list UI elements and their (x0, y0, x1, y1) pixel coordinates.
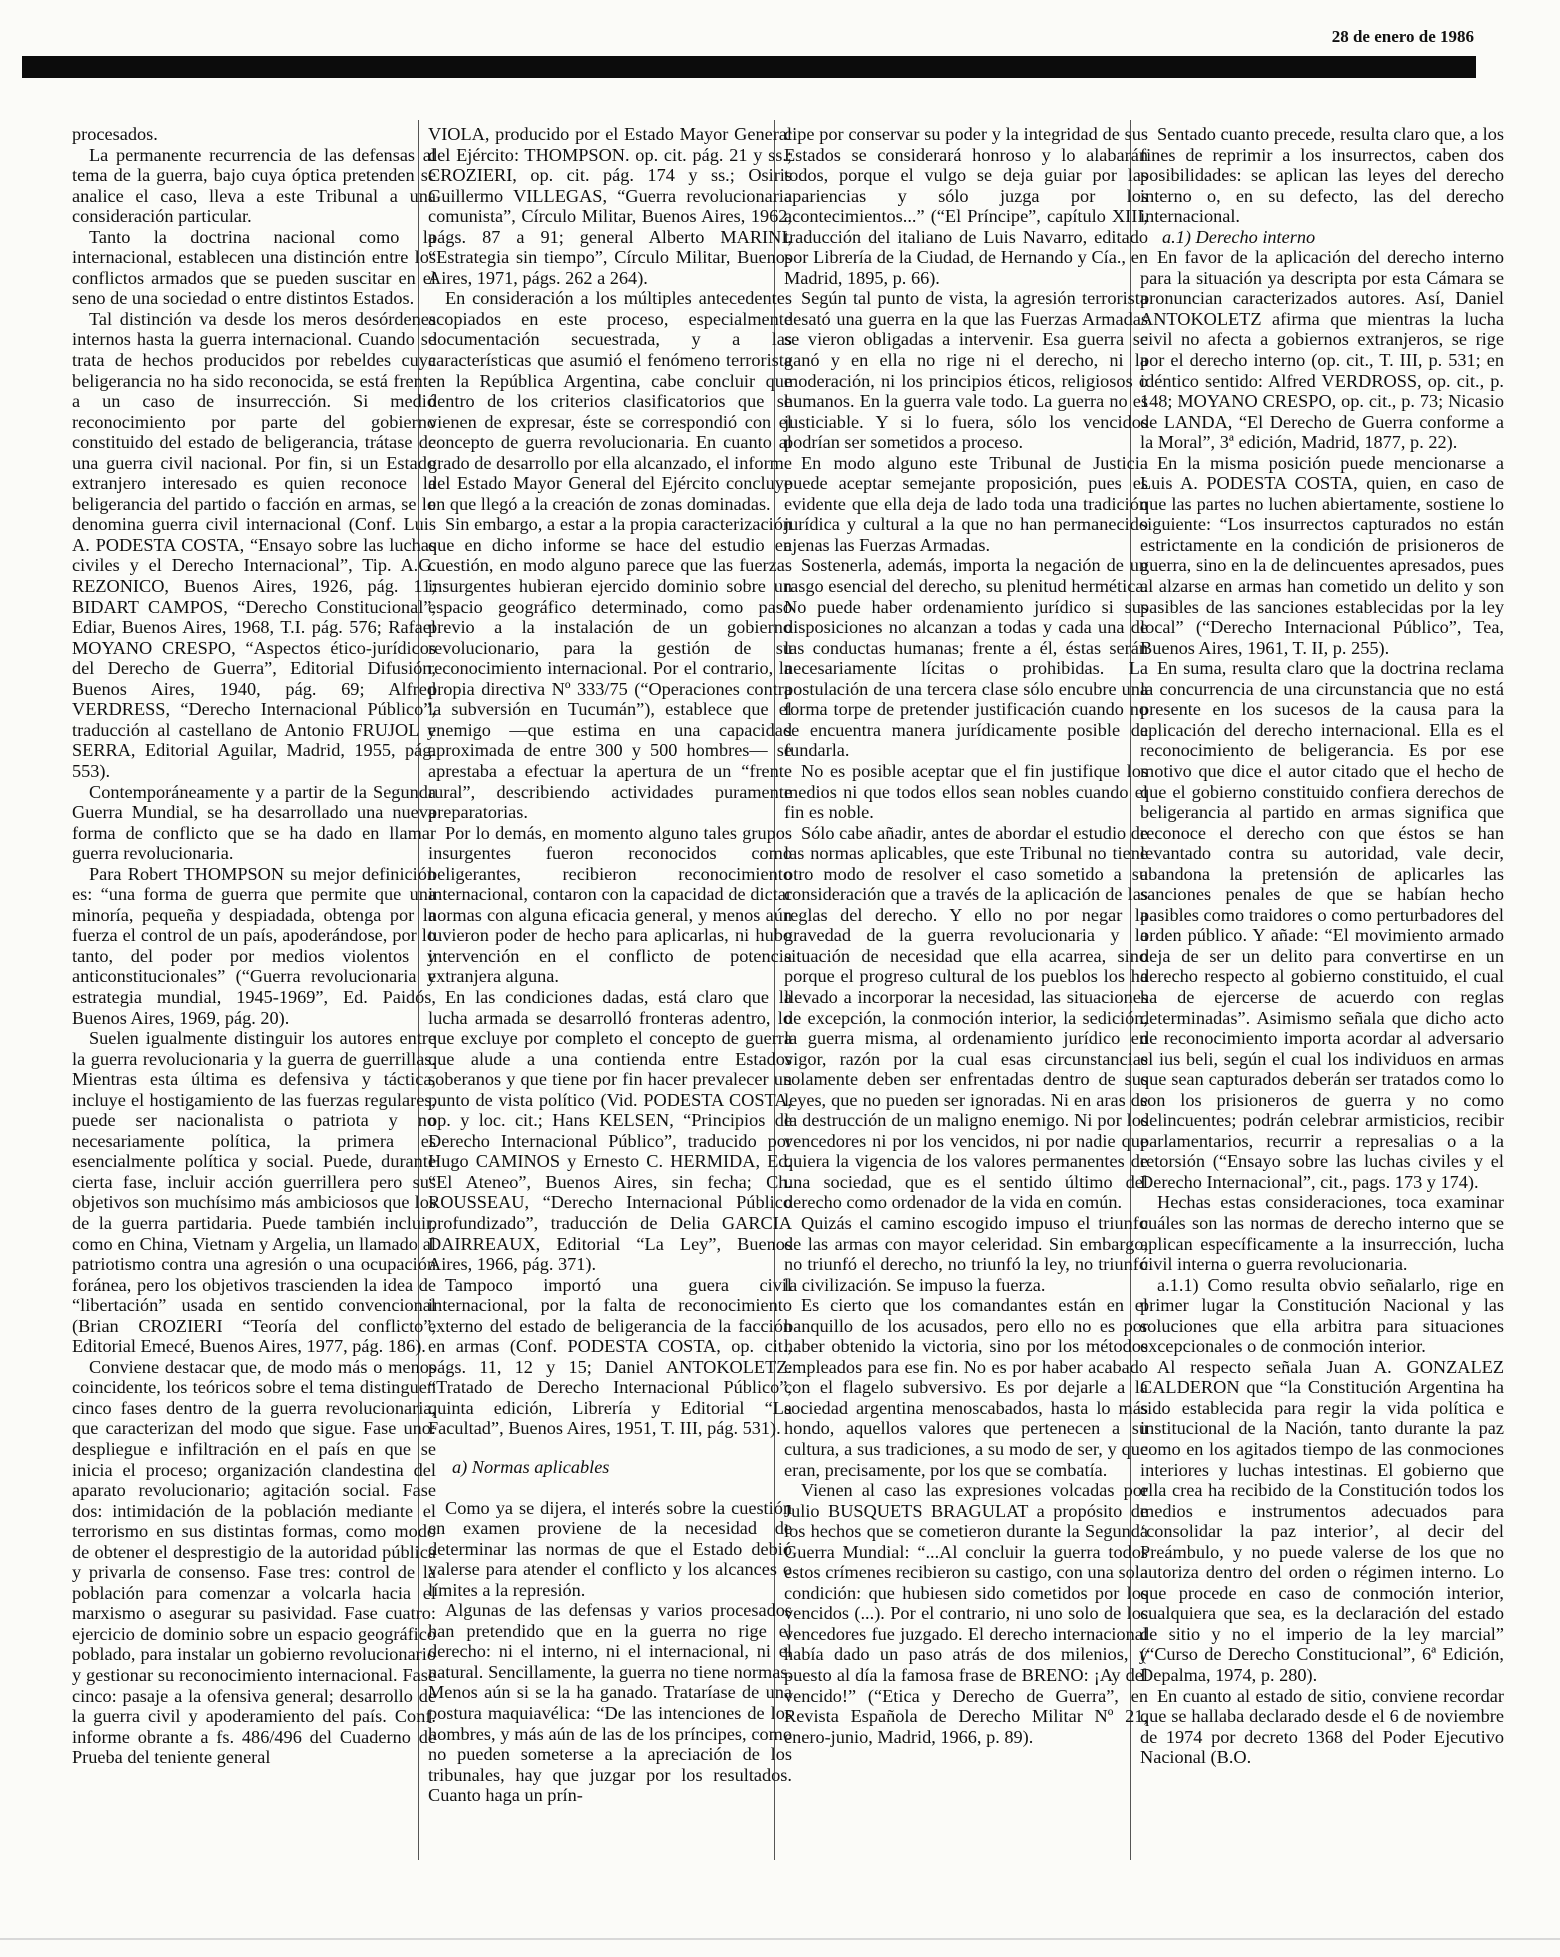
paragraph: En suma, resulta claro que la doctrina reclama la concurrencia de una circunstancia que no está presente en los sucesos de la causa para la aplicación del derecho internacional. Ella es el reconocimiento de beligerancia. Es por ese motivo que dice el autor citado que el hecho de que el gobierno constituido confiera derechos de beligerancia al partido en armas significa que reconoce el derecho con que éstos se han levantado contra su autoridad, vale decir, abandona la pretensión de aplicarles las sanciones penales de que se habían hecho pasibles como traidores o como perturbadores del orden público. Y añade: “El movimiento armado deja de ser un delito para convertirse en un derecho respecto al gobierno constituido, el cual ha de ejercerse de acuerdo con reglas determinadas”. Asimismo señala que dicho acto de reconocimiento importa acordar al adversario el ius beli, según el cual los individuos en armas que sean capturados deberán ser tratados como lo son los prisioneros de guerra y no como delincuentes; podrán celebrar armisticios, recibir parlamentarios, recurrir a represalias o a la retorsión (“Ensayo sobre las luchas civiles y el Derecho Internacional”, cit., pags. 173 y 174). (1140, 658, 1504, 1192)
text-column-4 (1140, 124, 1504, 1768)
subsection-heading: a.1) Derecho interno (1162, 226, 1316, 247)
paragraph: Como ya se dijera, el interés sobre la cuestión en examen proviene de la necesidad de determinar las normas de que el Estado debió valerse para atender el conflicto y los alcances o límites a la represión. (428, 1497, 792, 1600)
section-heading: a) Normas aplicables (452, 1457, 610, 1477)
paragraph: Tampoco importó una guera civil internacional, por la falta de reconocimiento externo del estado de beligerancia de la facción en armas (Conf. PODESTA COSTA, op. cit., págs. 11, 12 y 15; Daniel ANTOKOLETZ. “Tratado de Derecho Internacional Público”, quinta edición, Librería y Editorial “La Facultad”, Buenos Aires, 1951, T. III, pág. 531). (428, 1274, 792, 1439)
paragraph: VIOLA, producido por el Estado Mayor General del Ejército: THOMPSON. op. cit. pág. 21 y ss.; CROZIERI, op. cit. pág. 174 y ss.; Osiris Guillermo VILLEGAS, “Guerra revolucionaria comunista”, Círculo Militar, Buenos Aires, 1962, págs. 87 a 91; general Alberto MARINI, “Estrategia sin tiempo”, Círculo Militar, Buenos Aires, 1971, págs. 262 a 264). (428, 124, 792, 288)
paragraph: En cuanto al estado de sitio, conviene recordar que se hallaba declarado desde el 6 de noviembre de 1974 por decreto 1368 del Poder Ejecutivo Nacional (B.O. (1140, 1685, 1504, 1768)
paragraph: Según tal punto de vista, la agresión terrorista desató una guerra en la que las Fuerzas Armadas se vieron obligadas a intervenir. Esa guerra se ganó y en ella no rige ni el derecho, ni la moderación, ni los principios éticos, religiosos o humanos. En la guerra vale todo. La guerra no es justiciable. Y si lo fuera, sólo los vencidos podrían ser sometidos a proceso. (784, 288, 1148, 453)
text-column-2 (428, 124, 792, 1806)
paragraph: cipe por conservar su poder y la integridad de sus Estados se considerará honroso y lo alabarán todos, porque el vulgo se deja guiar por las apariencias y sólo juzga por los acontecimientos...” (“El Príncipe”, capítulo XIII, traducción del italiano de Luis Navarro, editado por Librería de la Ciudad, de Hernando y Cía., en Madrid, 1895, p. 66). (784, 124, 1148, 288)
paragraph: En las condiciones dadas, está claro que la lucha armada se desarrolló fronteras adentro, lo que excluye por completo el concepto de guerra que alude a una contienda entre Estados soberanos y que tiene por fin hacer prevalecer un punto de vista político (Vid. PODESTA COSTA, op. y loc. cit.; Hans KELSEN, “Principios de Derecho Internacional Público”, traducido por Hugo CAMINOS y Ernesto C. HERMIDA, Ed. “El Ateneo”, Buenos Aires, sin fecha; Ch. ROUSSEAU, “Derecho Internacional Público profundizado”, traducción de Delia GARCIA DAIRREAUX, Editorial “La Ley”, Buenos Aires, 1966, pág. 371). (428, 986, 792, 1275)
paragraph: Sentado cuanto precede, resulta claro que, a los fines de reprimir a los insurrectos, caben dos posibilidades: se aplican las leyes del derecho interno o, en su defecto, las del derecho internacional. (1140, 124, 1504, 227)
paragraph: Por lo demás, en momento alguno tales grupos insurgentes fueron reconocidos como beligerantes, recibieron reconocimiento internacional, contaron con la capacidad de dictar normas con alguna eficacia general, y menos aún tuvieron poder de hecho para aplicarlas, ni hubo intervención en el conflicto de potencia extranjera alguna. (428, 822, 792, 987)
paragraph: Tal distinción va desde los meros desórdenes internos hasta la guerra internacional. Cuando se trata de hechos producidos por rebeldes cuya beligerancia no ha sido reconocida, se está frente a un caso de insurrección. Si medió reconocimiento por parte del gobierno constituido del estado de beligerancia, trátase de una guerra civil nacional. Por fin, si un Estado extranjero interesado es quien reconoce la beligerancia del partido o facción en armas, se lo denomina guerra civil internacional (Conf. Luis A. PODESTA COSTA, “Ensayo sobre las luchas civiles y el Derecho Internacional”, Tip. A.G. REZONICO, Buenos Aires, 1926, pág. 11; BIDART CAMPOS, “Derecho Constitucional”, Ediar, Buenos Aires, 1968, T.I. pág. 576; Rafael MOYANO CRESPO, “Aspectos ético-jurídicos del Derecho de Guerra”, Editorial Difusión, Buenos Aires, 1940, pág. 69; Alfred VERDRESS, “Derecho Internacional Público”, traducción al castellano de Antonio FRUJOL y SERRA, Editorial Aguilar, Madrid, 1955, pág. 553). (72, 308, 436, 781)
paragraph: Algunas de las defensas y varios procesados han pretendido que en la guerra no rige el derecho: ni el interno, ni el internacional, ni el natural. Sencillamente, la guerra no tiene normas. Menos aún si se la ha ganado. Trataríase de una postura maquiavélica: “De las intenciones de los hombres, y más aún de las de los príncipes, como no pueden someterse a la apreciación de los tribunales, hay que juzgar por los resultados. Cuanto haga un prín- (428, 1600, 792, 1806)
paragraph: Sólo cabe añadir, antes de abordar el estudio de las normas aplicables, que este Tribunal no tiene otro modo de resolver el caso sometido a su consideración que a través de la aplicación de las reglas del derecho. Y ello no por negar la gravedad de la guerra revolucionaria y la situación de necesidad que ella acarrea, sino porque el progreso cultural de los pueblos los ha llevado a incorporar la necesidad, las situaciones de excepción, la conmoción interior, la sedición, la guerra misma, al ordenamiento jurídico en vigor, razón por la cual esas circunstancias solamente deben ser enfrentadas dentro de sus leyes, que no pueden ser ignoradas. Ni en aras de la destrucción de un maligno enemigo. Ni por los vencedores ni por los vencidos, ni por nadie que quiera la vigencia de los valores permanentes de una sociedad, que es el sentido último del derecho como ordenador de la vida en común. (784, 822, 1148, 1213)
paragraph: Vienen al caso las expresiones volcadas por Julio BUSQUETS BRAGULAT a propósito de los hechos que se cometieron durante la Segunda Guerra Mundial: “...Al concluir la guerra todos estos crímenes recibieron su castigo, con una sola condición: que hubiesen sido cometidos por los vencidos (...). Por el contrario, ni uno solo de los vencedores fue juzgado. El derecho internacional había dado un paso atrás de dos milenios, y puesto al día la famosa frase de BRENO: ¡Ay del vencido!” (“Etica y Derecho de Guerra”, en Revista Española de Derecho Militar Nº 21, enero-junio, Madrid, 1966, p. 89). (784, 1480, 1148, 1747)
paragraph: Para Robert THOMPSON su mejor definición es: “una forma de guerra que permite que una minoría, pequeña y despiadada, obtenga por la fuerza el control de un país, apoderándose, por lo tanto, del poder por medios violentos y anticonstitucionales” (“Guerra revolucionaria y estrategia mundial, 1945-1969”, Ed. Paidós, Buenos Aires, 1969, pág. 20). (72, 863, 436, 1028)
paragraph: En la misma posición puede mencionarse a Luis A. PODESTA COSTA, quien, en caso de que las partes no luchen abiertamente, sostiene lo siguiente: “Los insurrectos capturados no están estrictamente en la condición de prisioneros de guerra, sino en la de delincuentes apresados, pues al alzarse en armas han cometido un delito y son pasibles de las sanciones establecidas por la ley local” (“Derecho Internacional Público”, Tea, Buenos Aires, 1961, T. II, p. 255). (1140, 452, 1504, 658)
header-rule (22, 56, 1476, 78)
paragraph: Contemporáneamente y a partir de la Segunda Guerra Mundial, se ha desarrollado una nueva forma de conflicto que se ha dado en llamar guerra revolucionaria. (72, 781, 436, 864)
paragraph: La permanente recurrencia de las defensas al tema de la guerra, bajo cuya óptica pretenden se analice el caso, lleva a este Tribunal a una consideración particular. (72, 144, 436, 227)
paragraph: a.1.1) Como resulta obvio señalarlo, rige en primer lugar la Constitución Nacional y las soluciones que ella arbitra para situaciones excepcionales o de conmoción interior. (1140, 1274, 1504, 1357)
paragraph: Tanto la doctrina nacional como la internacional, establecen una distinción entre los conflictos armados que se pueden suscitar en el seno de una sociedad o entre distintos Estados. (72, 226, 436, 309)
paragraph: Sostenerla, además, importa la negación de un rasgo esencial del derecho, su plenitud hermética. No puede haber ordenamiento jurídico si sus disposiciones no alcanzan a todas y cada una de las conductas humanas; frente a él, éstas serán necesariamente lícitas o prohibidas. La postulación de una tercera clase sólo encubre una forma torpe de pretender justificación cuando no se encuentra manera jurídicamente posible de fundarla. (784, 555, 1148, 761)
paragraph: Al respecto señala Juan A. GONZALEZ CALDERON que “la Constitución Argentina ha sido establecida para regir la vida política e institucional de la Nación, tanto durante la paz como en los agitados tiempo de las conmociones interiores y luchas intestinas. El gobierno que ella crea ha recibido de la Constitución todos los medios e instrumentos adecuados para ‘consolidar la paz interior’, al decir del Preámbulo, y no puede valerse de los que no autoriza dentro del orden o régimen interno. Lo que procede en caso de conmoción interior, cualquiera que sea, es la declaración del estado de sitio y no el imperio de la ley marcial” (“Curso de Derecho Constitucional”, 6ª Edición, Depalma, 1974, p. 280). (1140, 1356, 1504, 1686)
paragraph: En favor de la aplicación del derecho interno para la situación ya descripta por esta Cámara se pronuncian caracterizados autores. Así, Daniel ANTOKOLETZ afirma que mientras la lucha civil no afecta a gobiernos extranjeros, se rige por el derecho interno (op. cit., T. III, p. 531; en idéntico sentido: Alfred VERDROSS, op. cit., p. 148; MOYANO CRESPO, op. cit., p. 73; Nicasio de LANDA, “El Derecho de Guerra conforme a la Moral”, 3ª edición, Madrid, 1877, p. 22). (1140, 247, 1504, 453)
paragraph: Quizás el camino escogido impuso el triunfo de las armas con mayor celeridad. Sin embargo, no triunfó el derecho, no triunfó la ley, no triunfó la civilización. Se impuso la fuerza. (784, 1212, 1148, 1295)
paragraph: En modo alguno este Tribunal de Justicia puede aceptar semejante proposición, pues es evidente que ella deja de lado toda una tradición jurídica y cultural a la que no han permanecido ajenas las Fuerzas Armadas. (784, 452, 1148, 555)
paragraph: Es cierto que los comandantes están en el banquillo de los acusados, pero ello no es por haber obtenido la victoria, sino por los métodos empleados para ese fin. No es por haber acabado con el flagelo subversivo. Es por dejarle a la sociedad argentina menoscabados, hasta lo más hondo, aquellos valores que pertenecen a su cultura, a sus tradiciones, a su modo de ser, y que eran, precisamente, por los que se combatía. (784, 1295, 1148, 1480)
page-date: 28 de enero de 1986 (1331, 27, 1474, 46)
paragraph: procesados. (72, 124, 158, 144)
paragraph: No es posible aceptar que el fin justifique los medios ni que todos ellos sean nobles cuando el fin es noble. (784, 760, 1148, 823)
paragraph: Suelen igualmente distinguir los autores entre la guerra revolucionaria y la guerra de guerrillas. Mientras esta última es defensiva y táctica, incluye el hostigamiento de las fuerzas regulares, puede ser nacionalista o patriota y no necesariamente política, la primera es esencialmente política y social. Puede, durante cierta fase, incluir acción guerrillera pero sus objetivos son muchísimo más ambiciosos que los de la guerra partidaria. Puede también incluir, como en China, Vietnam y Argelia, un llamado al patriotismo contra una agresión o una ocupación foránea, pero los objetivos trascienden la idea de “libertación” usada en sentido convencional (Brian CROZIERI “Teoría del conflicto”, Editorial Emecé, Buenos Aires, 1977, pág. 186). (72, 1028, 436, 1357)
paragraph: Sin embargo, a estar a la propia caracterización que en dicho informe se hace del estudio en cuestión, en modo alguno parece que las fuerzas insurgentes hubieran ejercido dominio sobre un espacio geográfico determinado, como paso previo a la instalación de un gobierno revolucionario, para la gestión de su reconocimiento internacional. Por el contrario, la propia directiva Nº 333/75 (“Operaciones contra la subversión en Tucumán”), establece que el enemigo —que estima en una capacidad aproximada de entre 300 y 500 hombres— se aprestaba a efectuar la apertura de un “frente rural”, describiendo actividades puramente preparatorias. (428, 514, 792, 823)
text-column-3 (784, 124, 1148, 1747)
paragraph: Hechas estas consideraciones, toca examinar cuáles son las normas de derecho interno que se aplican específicamente a la insurrección, lucha civil interna o guerra revolucionaria. (1140, 1192, 1504, 1275)
paragraph: Conviene destacar que, de modo más o menos coincidente, los teóricos sobre el tema distinguen cinco fases dentro de la guerra revolucionaria, que caracterizan del modo que sigue. Fase uno: despliegue e infiltración en el país en que se inicia el proceso; organización clandestina del aparato revolucionario; agitación social. Fase dos: intimidación de la población mediante el terrorismo en sus distintas formas, como modo de obtener el desprestigio de la autoridad pública y privarla de consenso. Fase tres: control de la población para comenzar a volcarla hacia el marxismo o asegurar su pasividad. Fase cuatro: ejercicio de dominio sobre un espacio geográfico poblado, para instalar un gobierno revolucionario y gestionar su reconocimiento internacional. Fase cinco: pasaje a la ofensiva general; desarrollo de la guerra civil y apoderamiento del país. Conf. informe obrante a fs. 486/496 del Cuaderno de Prueba del teniente general (72, 1356, 436, 1768)
paragraph: En consideración a los múltiples antecedentes acopiados en este proceso, especialmente documentación secuestrada, y a las características que asumió el fenómeno terrorista en la República Argentina, cabe concluir que dentro de los criterios clasificatorios que se vienen de expresar, éste se correspondió con el concepto de guerra revolucionaria. En cuanto al grado de desarrollo por ella alcanzado, el informe del Estado Mayor General del Ejército concluye en que llegó a la creación de zonas dominadas. (428, 288, 792, 514)
text-column-1 (72, 124, 436, 1768)
page-bottom-edge (0, 1938, 1560, 1940)
